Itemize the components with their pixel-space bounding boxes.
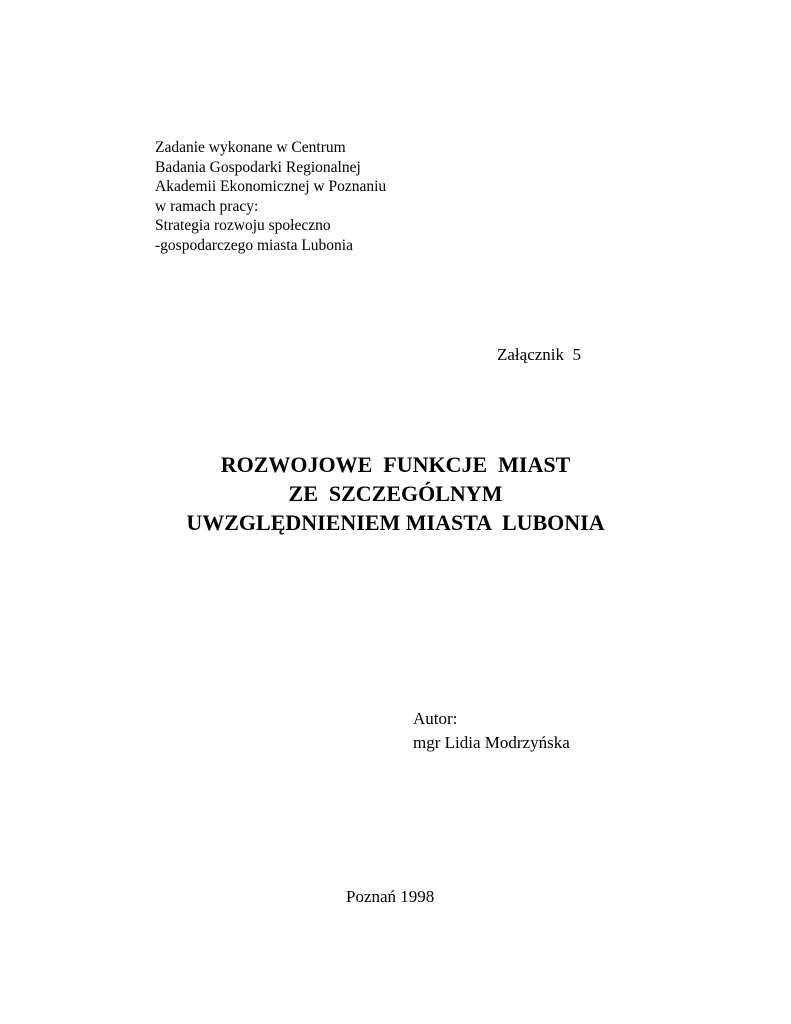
title-line-1: ROZWOJOWE FUNKCJE MIAST <box>220 452 571 477</box>
author-name: mgr Lidia Modrzyńska <box>413 733 570 752</box>
title-line-3: UWZGLĘDNIENIEM MIASTA LUBONIA <box>186 510 605 535</box>
header-note-line-4: w ramach pracy: <box>155 197 259 215</box>
place-and-date: Poznań 1998 <box>346 887 435 906</box>
header-note-line-1: Zadanie wykonane w Centrum <box>155 139 346 156</box>
author-block <box>413 707 570 755</box>
header-note-line-2: Badania Gospodarki Regionalnej <box>155 158 361 176</box>
header-note-line-6: -gospodarczego miasta Lubonia <box>155 236 353 254</box>
author-label: Autor: <box>413 709 458 728</box>
annex-label: Załącznik 5 <box>497 345 582 364</box>
header-note-line-3: Akademii Ekonomicznej w Poznaniu <box>155 178 387 195</box>
document-title <box>0 450 791 537</box>
header-note <box>155 138 386 255</box>
header-note-line-5: Strategia rozwoju społeczno <box>155 217 331 234</box>
title-line-2: ZE SZCZEGÓLNYM <box>288 481 503 506</box>
